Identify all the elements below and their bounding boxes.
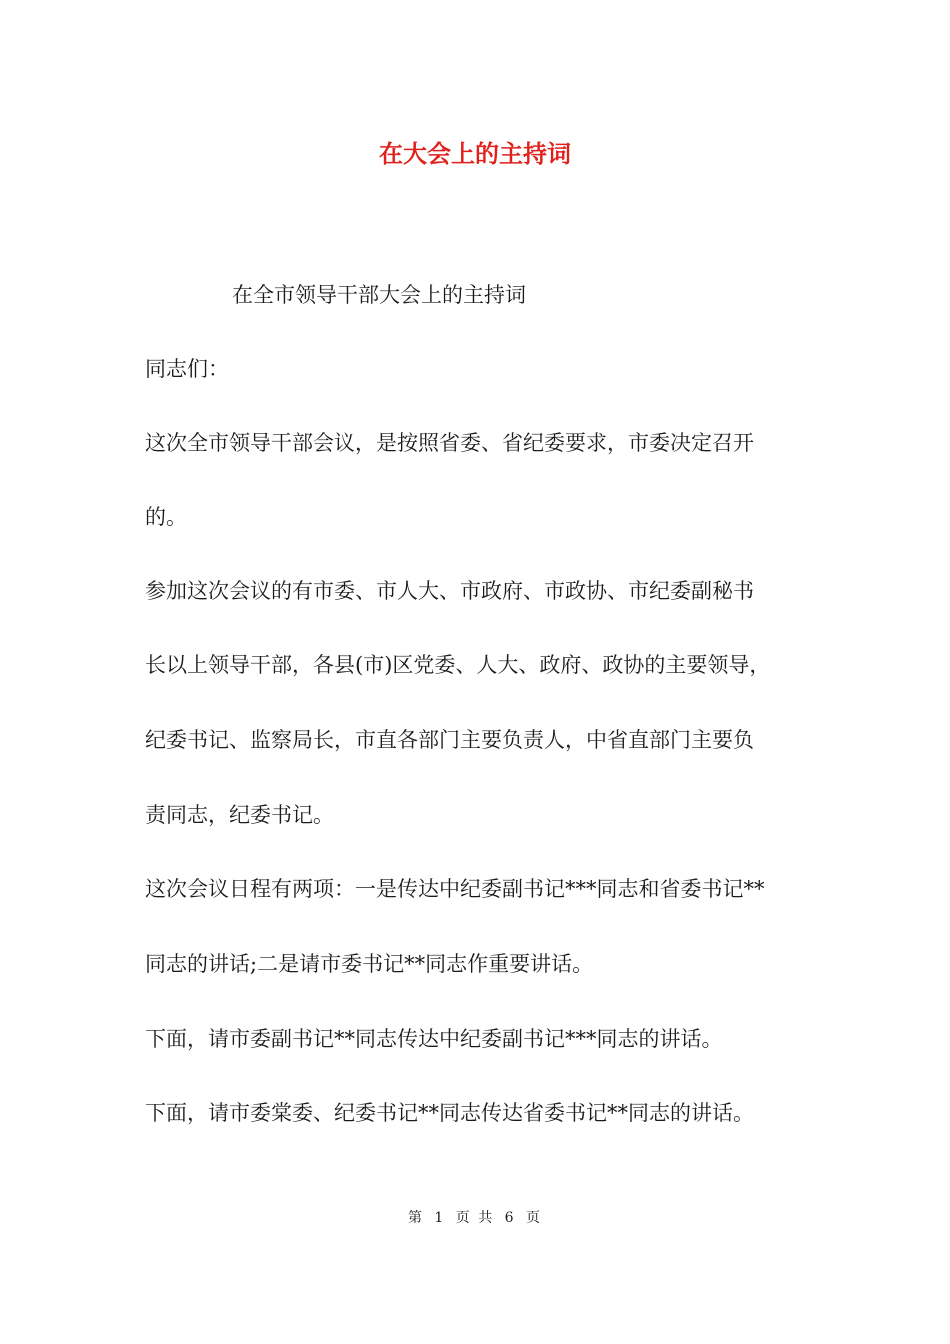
body-line: 同志们： — [145, 357, 229, 381]
footer-page-prefix: 第 — [407, 1210, 424, 1226]
body-line: 下面，请市委副书记**同志传达中纪委副书记***同志的讲话。 — [145, 1027, 723, 1051]
footer-current-page: 1 — [434, 1210, 446, 1226]
body-line: 纪委书记、监察局长，市直各部门主要负责人，中省直部门主要负 — [145, 728, 754, 752]
footer-page-suffix: 页 — [526, 1210, 543, 1226]
body-line: 这次全市领导干部会议，是按照省委、省纪委要求，市委决定召开 — [145, 431, 754, 455]
page-footer — [0, 1208, 950, 1228]
body-line: 下面，请市委棠委、纪委书记**同志传达省委书记**同志的讲话。 — [145, 1101, 754, 1125]
body-line: 参加这次会议的有市委、市人大、市政府、市政协、市纪委副秘书 — [145, 579, 754, 603]
footer-page-mid: 页 共 — [455, 1210, 495, 1226]
body-line: 长以上领导干部，各县(市)区党委、人大、政府、政协的主要领导， — [145, 653, 771, 677]
body-line: 这次会议日程有两项：一是传达中纪委副书记***同志和省委书记** — [145, 877, 765, 901]
body-line: 同志的讲话;二是请市委书记**同志作重要讲话。 — [145, 952, 594, 976]
footer-total-pages: 6 — [504, 1210, 516, 1226]
document-subtitle: 在全市领导干部大会上的主持词 — [232, 283, 526, 307]
document-title: 在大会上的主持词 — [379, 139, 571, 168]
body-line: 责同志，纪委书记。 — [145, 803, 334, 827]
body-line: 的。 — [145, 505, 187, 529]
